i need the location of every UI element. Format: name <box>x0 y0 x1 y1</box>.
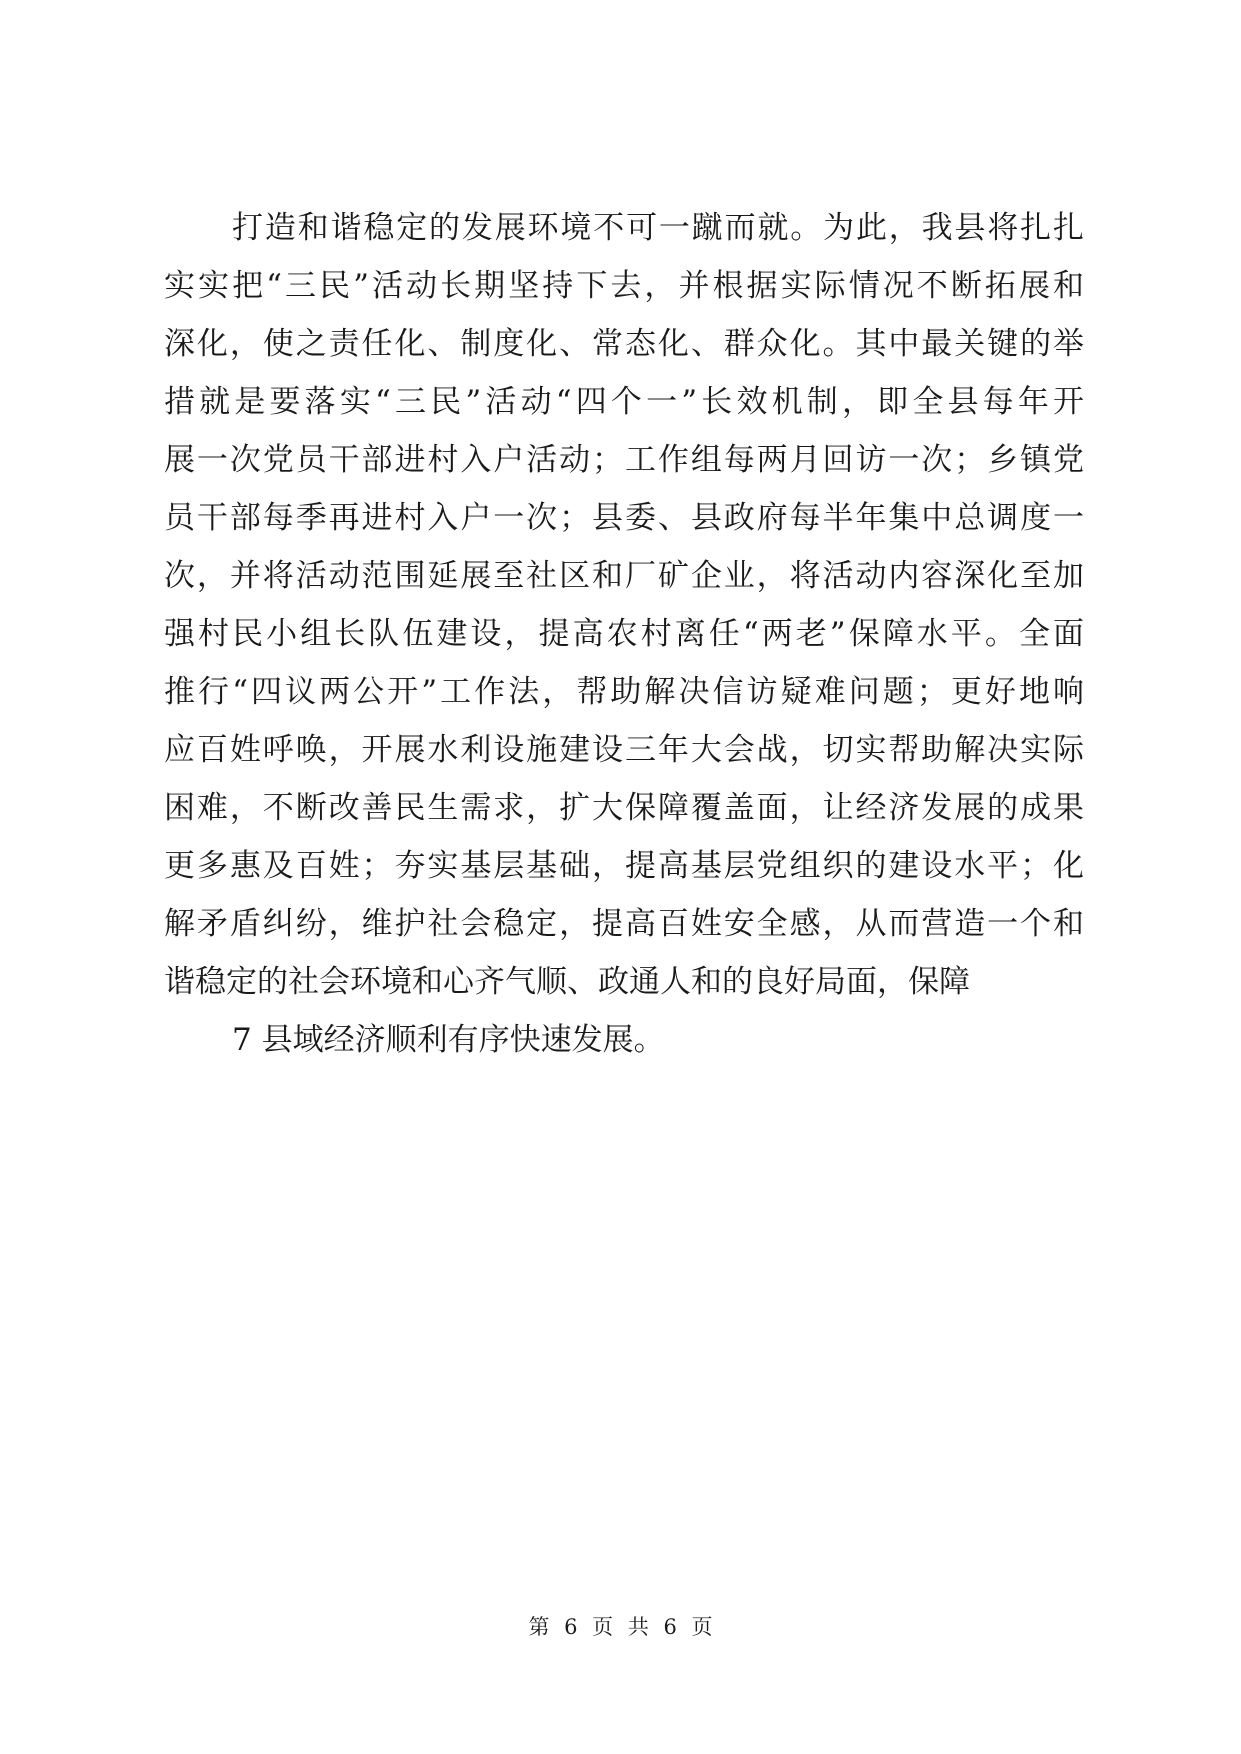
paragraph-line-8: 强村民小组长队伍建设，提高农村离任“两老”保障水平。全面 <box>164 616 1084 652</box>
paragraph-line-1: 打造和谐稳定的发展环境不可一蹴而就。为此，我县将扎扎 <box>232 210 1084 246</box>
paragraph-line-4: 措就是要落实“三民”活动“四个一”长效机制，即全县每年开 <box>164 384 1084 420</box>
paragraph-line-7: 次，并将活动范围延展至社区和厂矿企业，将活动内容深化至加 <box>164 558 1084 594</box>
paragraph-line-10: 应百姓呼唤，开展水利设施建设三年大会战，切实帮助解决实际 <box>164 732 1084 768</box>
paragraph-line-14: 谐稳定的社会环境和心齐气顺、政通人和的良好局面，保障 <box>164 964 970 1000</box>
paragraph-line-5: 展一次党员干部进村入户活动；工作组每两月回访一次；乡镇党 <box>164 442 1084 478</box>
paragraph-line-2: 实实把“三民”活动长期坚持下去，并根据实际情况不断拓展和 <box>164 268 1084 304</box>
paragraph-line-9: 推行“四议两公开”工作法，帮助解决信访疑难问题；更好地响 <box>164 674 1084 710</box>
page-number-footer: 第 6 页 共 6 页 <box>528 1615 713 1639</box>
paragraph-line-12: 更多惠及百姓；夯实基层基础，提高基层党组织的建设水平；化 <box>164 848 1084 884</box>
paragraph-line-3: 深化，使之责任化、制度化、常态化、群众化。其中最关键的举 <box>164 326 1084 362</box>
paragraph-line-11: 困难，不断改善民生需求，扩大保障覆盖面，让经济发展的成果 <box>164 790 1084 826</box>
paragraph-line-6: 员干部每季再进村入户一次；县委、县政府每半年集中总调度一 <box>164 500 1084 536</box>
second-paragraph: 7 县域经济顺利有序快速发展。 <box>232 1022 665 1058</box>
paragraph-line-13: 解矛盾纠纷，维护社会稳定，提高百姓安全感，从而营造一个和 <box>164 906 1084 942</box>
